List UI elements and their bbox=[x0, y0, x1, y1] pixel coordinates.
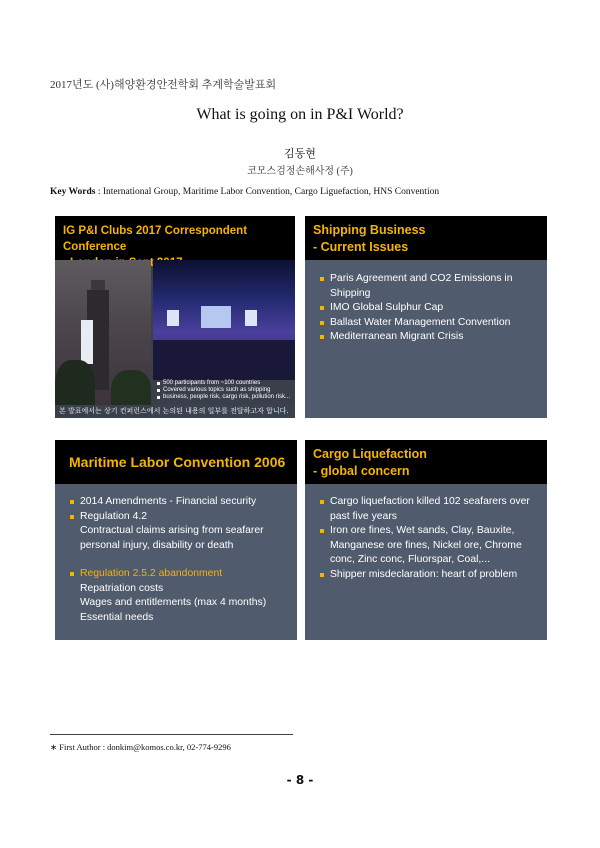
author-affiliation: 코모스검정손해사정 (주) bbox=[247, 166, 353, 177]
slide-note: 본 발표에서는 상기 컨퍼런스에서 논의된 내용의 일부를 전달하고자 합니다. bbox=[55, 405, 295, 418]
list-item: Repatriation costs bbox=[80, 582, 164, 594]
mlc-list bbox=[69, 495, 283, 625]
slide-cargo-liquefaction bbox=[305, 440, 547, 640]
keywords bbox=[50, 187, 439, 197]
list-item: Manganese ore fines, Nickel ore, Chrome bbox=[330, 539, 522, 551]
slide-mlc-2006 bbox=[55, 440, 297, 640]
list-item: 2014 Amendments - Financial security bbox=[69, 495, 283, 510]
slide-conference-title bbox=[55, 216, 295, 260]
author-name: 김동현 bbox=[284, 147, 316, 160]
list-item: Shipper misdeclaration: heart of problem bbox=[319, 568, 533, 583]
list-item: IMO Global Sulphur Cap bbox=[319, 301, 533, 316]
list-item: Contractual claims arising from seafarer bbox=[80, 525, 264, 536]
list-item: Iron ore fines, Wet sands, Clay, Bauxite, bbox=[319, 524, 533, 539]
list-item-highlight: Regulation 2.5.2 abandonment bbox=[69, 567, 283, 582]
page-number: - 8 - bbox=[286, 773, 314, 787]
slide-mlc-title: Maritime Labor Convention 2006 bbox=[55, 440, 297, 484]
keywords-list: : International Group, Maritime Labor Convention, Cargo Liguefaction, HNS Convention bbox=[97, 187, 440, 197]
slide-title-line2: - global concern bbox=[313, 464, 410, 478]
list-item: Shipping bbox=[330, 287, 371, 299]
shipping-issues-list bbox=[319, 272, 533, 345]
list-item: past five years bbox=[330, 510, 397, 522]
photo-caption bbox=[153, 380, 295, 404]
list-item: Paris Agreement and CO2 Emissions in bbox=[319, 272, 533, 287]
footnote: ∗ First Author : donkim@komos.co.kr, 02-774-9296 bbox=[50, 742, 231, 752]
conference-hall-photo bbox=[153, 260, 295, 380]
list-item: Regulation 4.2 bbox=[69, 510, 283, 525]
list-item: Ballast Water Management Convention bbox=[319, 316, 533, 331]
footnote-divider bbox=[50, 734, 293, 735]
list-item: personal injury, disability or death bbox=[80, 539, 234, 551]
caption-line: business, people risk, cargo risk, pollution risk... bbox=[153, 394, 295, 401]
caption-line: 500 participants from ~100 countries bbox=[153, 380, 295, 387]
slide-shipping-business bbox=[305, 216, 547, 418]
list-item: Cargo liquefaction killed 102 seafarers over bbox=[319, 495, 533, 510]
slide-conference bbox=[55, 216, 295, 418]
cargo-list bbox=[319, 495, 533, 582]
list-item: Essential needs bbox=[80, 611, 154, 623]
slide-title-line1: Cargo Liquefaction bbox=[313, 447, 427, 461]
list-item: conc, Zinc conc, Fluorspar, Coal,... bbox=[330, 554, 490, 565]
paper-title: What is going on in P&I World? bbox=[196, 106, 404, 123]
list-item: Mediterranean Migrant Crisis bbox=[319, 330, 533, 345]
slide-title-line1: IG P&I Clubs 2017 Correspondent Conference bbox=[63, 225, 248, 253]
building-photo bbox=[55, 260, 151, 418]
slide-shipping-title bbox=[305, 216, 547, 260]
slide-title-line1: Shipping Business bbox=[313, 223, 426, 237]
running-header: 2017년도 (사)해양환경안전학회 추계학술발표회 bbox=[50, 79, 277, 91]
caption-line: Covered various topics such as shipping bbox=[153, 387, 295, 394]
slide-cargo-title bbox=[305, 440, 547, 484]
slide-title-line2: - Current Issues bbox=[313, 240, 409, 254]
keywords-label: Key Words bbox=[50, 187, 96, 197]
list-item: Wages and entitlements (max 4 months) bbox=[80, 597, 267, 608]
